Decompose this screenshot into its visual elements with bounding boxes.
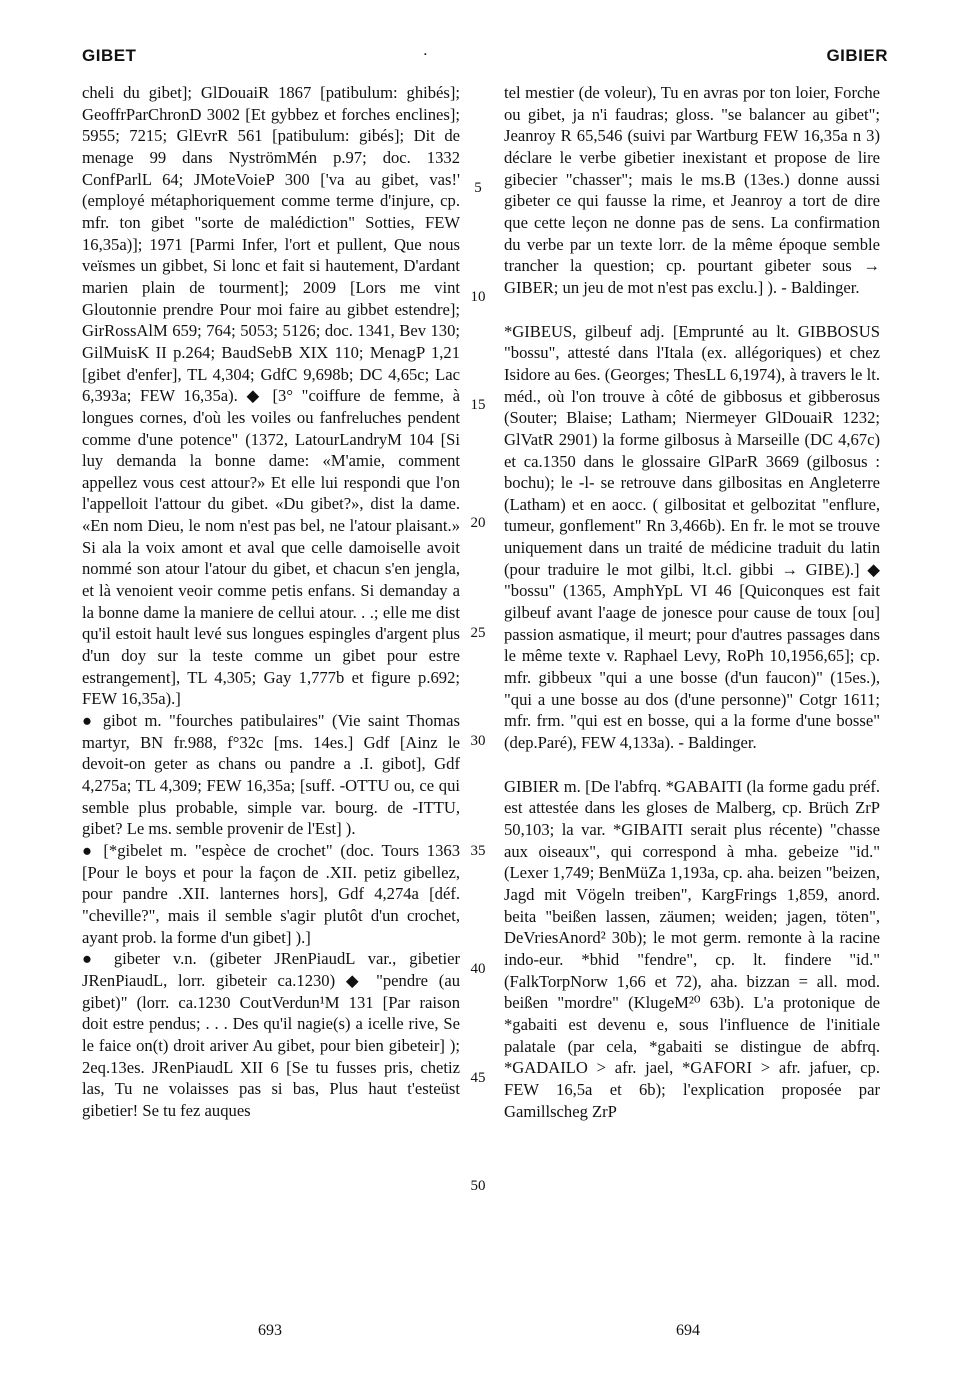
line-number: 10	[470, 289, 486, 305]
line-number: 15	[470, 397, 486, 413]
entry-gibelet: ● [*gibelet m. "espèce de crochet" (doc. Tours 1363 [Pour le boys et pour la façon de .XII. petiz gibellez, pour pandre .XII. lanternes hors], Gdf 4,274a [déf. "cheville?", mais il semble s'agir plutôt d'un crochet, ayant prob. la forme d'un gibet] ).]	[82, 840, 460, 947]
left-column	[82, 82, 460, 1122]
running-head-left: GIBET	[82, 46, 137, 65]
entry-gibeus: *GIBEUS, gilbeuf adj. [Emprunté au lt. GIBBOSUS "bossu", attesté dans l'Itala (ex. allégoriques) et chez Isidore au 6es. (Georges; ThesLL 6,1974), à travers le lt. méd., où l'on trouve à côté de gibbosus et gibberosus (Souter; Blaise; Latham; Niermeyer GlDouaiR 1232; GlVatR 2901) la forme gilbosus à Marseille (DC 4,67c) et ca.1350 dans le glossaire GlParR 3669 (gilbosus : bochu); le -l- se retrouve dans gilbositas en Angleterre (Latham) et en aocc. ( gilbositat et gelbozitat "enflure, tumeur, gonflement" Rn 3,466b). En fr. le mot se trouve uniquement dans un traité de médicine traduit du latin (pour traduire le mot gilbi, lt.cl. gibbi → GIBE).] ◆ "bossu" (1365, AmphYpL VI 46 [Quiconques est fait gilbeuf avant l'aage de jonesce pour cause de toux [ou] passion asmatique, il meurt; pour d'autres passages dans le même texte v. Raphael Levy, RoPh 10,1956,65]; cp. mfr. gibbeux "qui a une bosse (d'un faucon)" (15es.), "qui a une bosse au dos (d'une personne)" Cotgr 1611; mfr. frm. "qui est en bosse, qui a la forme d'une bosse" (dep.Paré), FEW 4,133a). - Baldinger.	[504, 321, 880, 753]
line-number: 35	[470, 843, 486, 859]
line-number: 30	[470, 733, 486, 749]
line-number: 20	[470, 515, 486, 531]
running-head-right: GIBIER	[826, 46, 888, 65]
line-number: 5	[474, 180, 482, 196]
entry-gibot: ● gibot m. "fourches patibulaires" (Vie saint Thomas martyr, BN fr.988, f°32c [ms. 14es.] Gdf [Ainz le devoit-on geter as chans ou pandre a .I. gibot], Gdf 4,275a; TL 4,309; FEW 16,35a; [suff. -OTTU ou, ce qui semble plus probable, simple var. bourg. de -ITTU, gibet? Le ms. semble provenir de l'Est] ).	[82, 711, 460, 839]
entry-gibeter: ● gibeter v.n. (gibeter JRenPiaudL var., gibetier JRenPiaudL, lorr. gibeteir ca.1230) ◆ "pendre (au gibet)" (lorr. ca.1230 CoutVerdun¹M 131 [Par raison doit estre pendus; . . . Des qu'il nagie(s) a icelle rive, Se le faice on(t) droit ariver Au gibet, pour bien gibeteir] ); 2eq.13es. JRenPiaudL XII 6 [Se tu fusses pris, chetiz las, Tu ne volaisses pas si bas, Plus haut t'esteüst gibetier! Se tu fez auques	[82, 949, 460, 1120]
entry-gibeter-continuation: tel mestier (de voleur), Tu en avras por ton loier, Forche ou gibet, ja n'i faudras; gloss. "se balancer au gibet"; Jeanroy R 65,546 (suivi par Wartburg FEW 16,35a n 3) déclare le verbe gibetier inexistant et propose de lire gibecier "chasser"; mais le ms.B (13es.) donne aussi gibeter ce qui fausse la rime, et Jeanroy a tort de dire que cette leçon ne donne pas de sens. La confirmation du verbe par un texte lorr. de la même époque semble trancher la question; cp. pourtant gibeter sous → GIBER; un jeu de mot n'est pas exclu.] ). - Baldinger.	[504, 83, 880, 297]
line-number: 50	[470, 1178, 486, 1194]
entry-gibier: GIBIER m. [De l'abfrq. *GABAITI (la forme gadu préf. est attestée dans les gloses de Malberg, cp. Brüch ZrP 50,103; la var. *GIBAITI serait plus récente) "chasse aux oiseaux", qui correspond à mha. gebeize "id." (Lexer 1,749; BenMüZa 1,193a, cp. aha. beizen "beizen, Jagd mit Vögeln treiben", KargFrings 1,859, anord. beita "beißen lassen, zäumen; weiden; jagen, töten", DeVriesAnord² 30b); le mot germ. remonte à la racine indo-eur. *bhid "fendre", cp. lt. findere "id." (FalkTorpNorw 1,66 et 72), aha. bizzan = all. mod. beißen "mordre" (KlugeM²⁰ 63b). L'a protonique de *gabaiti est devenu e, sous l'influence de l'initiale palatale (par cela, *gabaiti se distingue de abfrq. *GADAILO > afr. jael, *GAFORI > afr. jafuer, cp. FEW 16,5a et 6b); l'explication proposée par Gamillscheg ZrP	[504, 776, 880, 1121]
page-number-left: 693	[258, 1322, 282, 1339]
page-number-right: 694	[676, 1322, 700, 1339]
header-dot: .	[423, 40, 429, 59]
line-number: 25	[470, 625, 486, 641]
right-column	[504, 82, 880, 1122]
line-number: 40	[470, 961, 486, 977]
entry-gibet-continuation: cheli du gibet]; GlDouaiR 1867 [patibulum: ghibés]; GeoffrParChronD 3002 [Et gybbez et forches enclines]; 5955; 7215; GlEvrR 561 [patibulum: gibés]; Dit de menage 99 dans NyströmMén p.97; doc. 1332 ConfParlL 64; JMoteVoieP 300 ['va au gibet, vas!' (employé métaphoriquement comme terme d'injure, cp. mfr. ton gibet "sorte de malédiction" Sotties, FEW 16,35a)]; 1971 [Parmi Infer, l'ort et pullent, Que nous veïsmes un gibbet, Si lonc et fait si hautement, D'ardant marien plain de tourment]; 2009 [Lors me vint Gloutonnie prendre Pour moi faire au gibbet estendre]; GirRossAlM 659; 764; 5053; 5126; doc. 1341, Bev 130; GilMuisK II p.264; BaudSebB XIX 110; MenagP 1,21 [gibet d'enfer], TL 4,304; GdfC 9,698b; DC 4,65c; Lac 6,393a; FEW 16,35a). ◆ [3° "coiffure de femme, à longues cornes, d'où les voiles ou fanfreluches pendent comme d'une potence" (1372, LatourLandryM 104 [Si luy demanda la bonne dame: «M'amie, comment appellez vous cest attour?» Et elle lui respondi que l'on l'appelloit l'attour du gibet. «Du gibet?», dist la dame. «En nom Dieu, le nom n'est pas bel, ne l'atour plaisant.» Si ala la voix amont et aval que celle damoiselle avoit nommé son atour l'atour du gibet, et chacun s'en jengla, et là venoient veoir comme petis enfans. Si demanday a la bonne dame la maniere de cellui atour. . .; elle me dist qu'il estoit hault levé sus longues espingles d'argent plus d'un doy sur la teste comme un gibet pour estre estrangement], TL 4,305; Gay 1,777b et figure p.692; FEW 16,35a).]	[82, 83, 460, 709]
line-number: 45	[470, 1070, 486, 1086]
